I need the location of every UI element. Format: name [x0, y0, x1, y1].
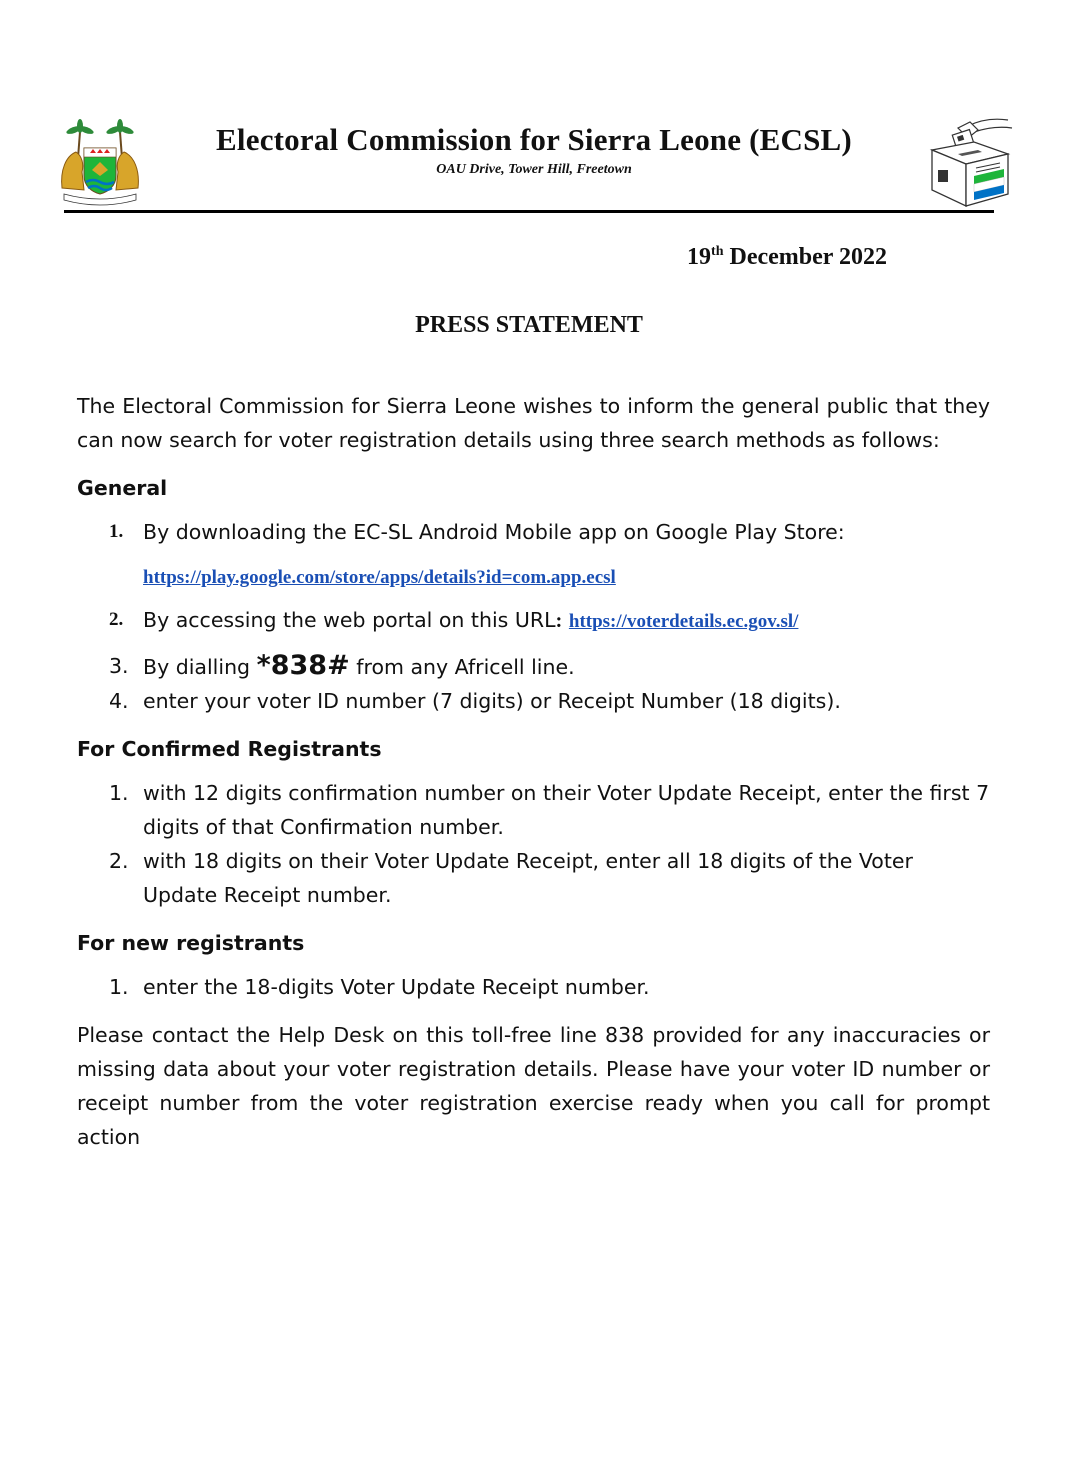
date-month-year: December 2022 — [729, 244, 887, 270]
list-item — [77, 515, 990, 595]
confirmed-registrants-heading: For Confirmed Registrants — [77, 737, 382, 761]
play-store-link[interactable]: https://play.google.com/store/apps/details?id=com.app.ecsl — [143, 567, 616, 588]
date-day: 19 — [687, 244, 712, 270]
letterhead — [0, 0, 1080, 220]
intro-paragraph: The Electoral Commission for Sierra Leone wishes to inform the general public that they can now search for voter registration details using three search methods as follows: — [77, 394, 990, 452]
new-registrants-heading: For new registrants — [77, 931, 305, 955]
list-item-text: with 18 digits on their Voter Update Receipt, enter all 18 digits of the Voter Update Receipt number. — [143, 849, 913, 907]
general-list — [77, 515, 990, 718]
list-item-text: By downloading the EC-SL Android Mobile app on Google Play Store: — [143, 520, 845, 544]
organization-title: Electoral Commission for Sierra Leone (ECSL) — [216, 122, 852, 157]
list-number: 2. — [109, 849, 129, 873]
organization-address: OAU Drive, Tower Hill, Freetown — [436, 162, 632, 177]
list-item — [77, 603, 990, 639]
list-number: 1. — [109, 521, 124, 542]
new-registrants-list — [77, 970, 990, 1004]
list-item — [77, 649, 990, 684]
general-heading: General — [77, 476, 168, 500]
list-item — [77, 970, 990, 1004]
list-item — [77, 844, 990, 912]
list-number: 1. — [109, 975, 129, 999]
header-divider — [64, 210, 994, 213]
list-item-text: from any Africell line. — [356, 655, 575, 679]
ballot-box-icon — [928, 114, 1014, 212]
list-item — [77, 776, 990, 844]
list-number: 1. — [109, 781, 129, 805]
statement-date — [687, 244, 887, 271]
ussd-code: *838# — [256, 650, 350, 681]
closing-paragraph: Please contact the Help Desk on this toll-free line 838 provided for any inaccuracies or missing data about your voter registration details. Please have your voter ID number or receipt number from the voter registration exercise ready when you call for prompt action — [77, 1023, 990, 1149]
list-item — [77, 684, 990, 718]
list-number: 2. — [109, 609, 124, 630]
list-number: 3. — [109, 654, 129, 678]
coat-of-arms-icon — [56, 118, 144, 206]
press-statement-title: PRESS STATEMENT — [415, 312, 643, 338]
web-portal-link[interactable]: https://voterdetails.ec.gov.sl/ — [568, 611, 799, 632]
list-number: 4. — [109, 689, 129, 713]
date-suffix: th — [711, 244, 724, 259]
list-item-text: enter your voter ID number (7 digits) or Receipt Number (18 digits). — [143, 689, 841, 713]
statement-body — [77, 389, 990, 1154]
confirmed-list — [77, 776, 990, 912]
url-colon: : — [555, 610, 563, 632]
list-item-text: By dialling — [143, 655, 251, 679]
list-item-text: enter the 18-digits Voter Update Receipt number. — [143, 975, 650, 999]
list-item-text: By accessing the web portal on this URL — [143, 608, 556, 632]
list-item-text: with 12 digits confirmation number on their Voter Update Receipt, enter the first 7 digits of that Confirmation number. — [143, 781, 990, 839]
